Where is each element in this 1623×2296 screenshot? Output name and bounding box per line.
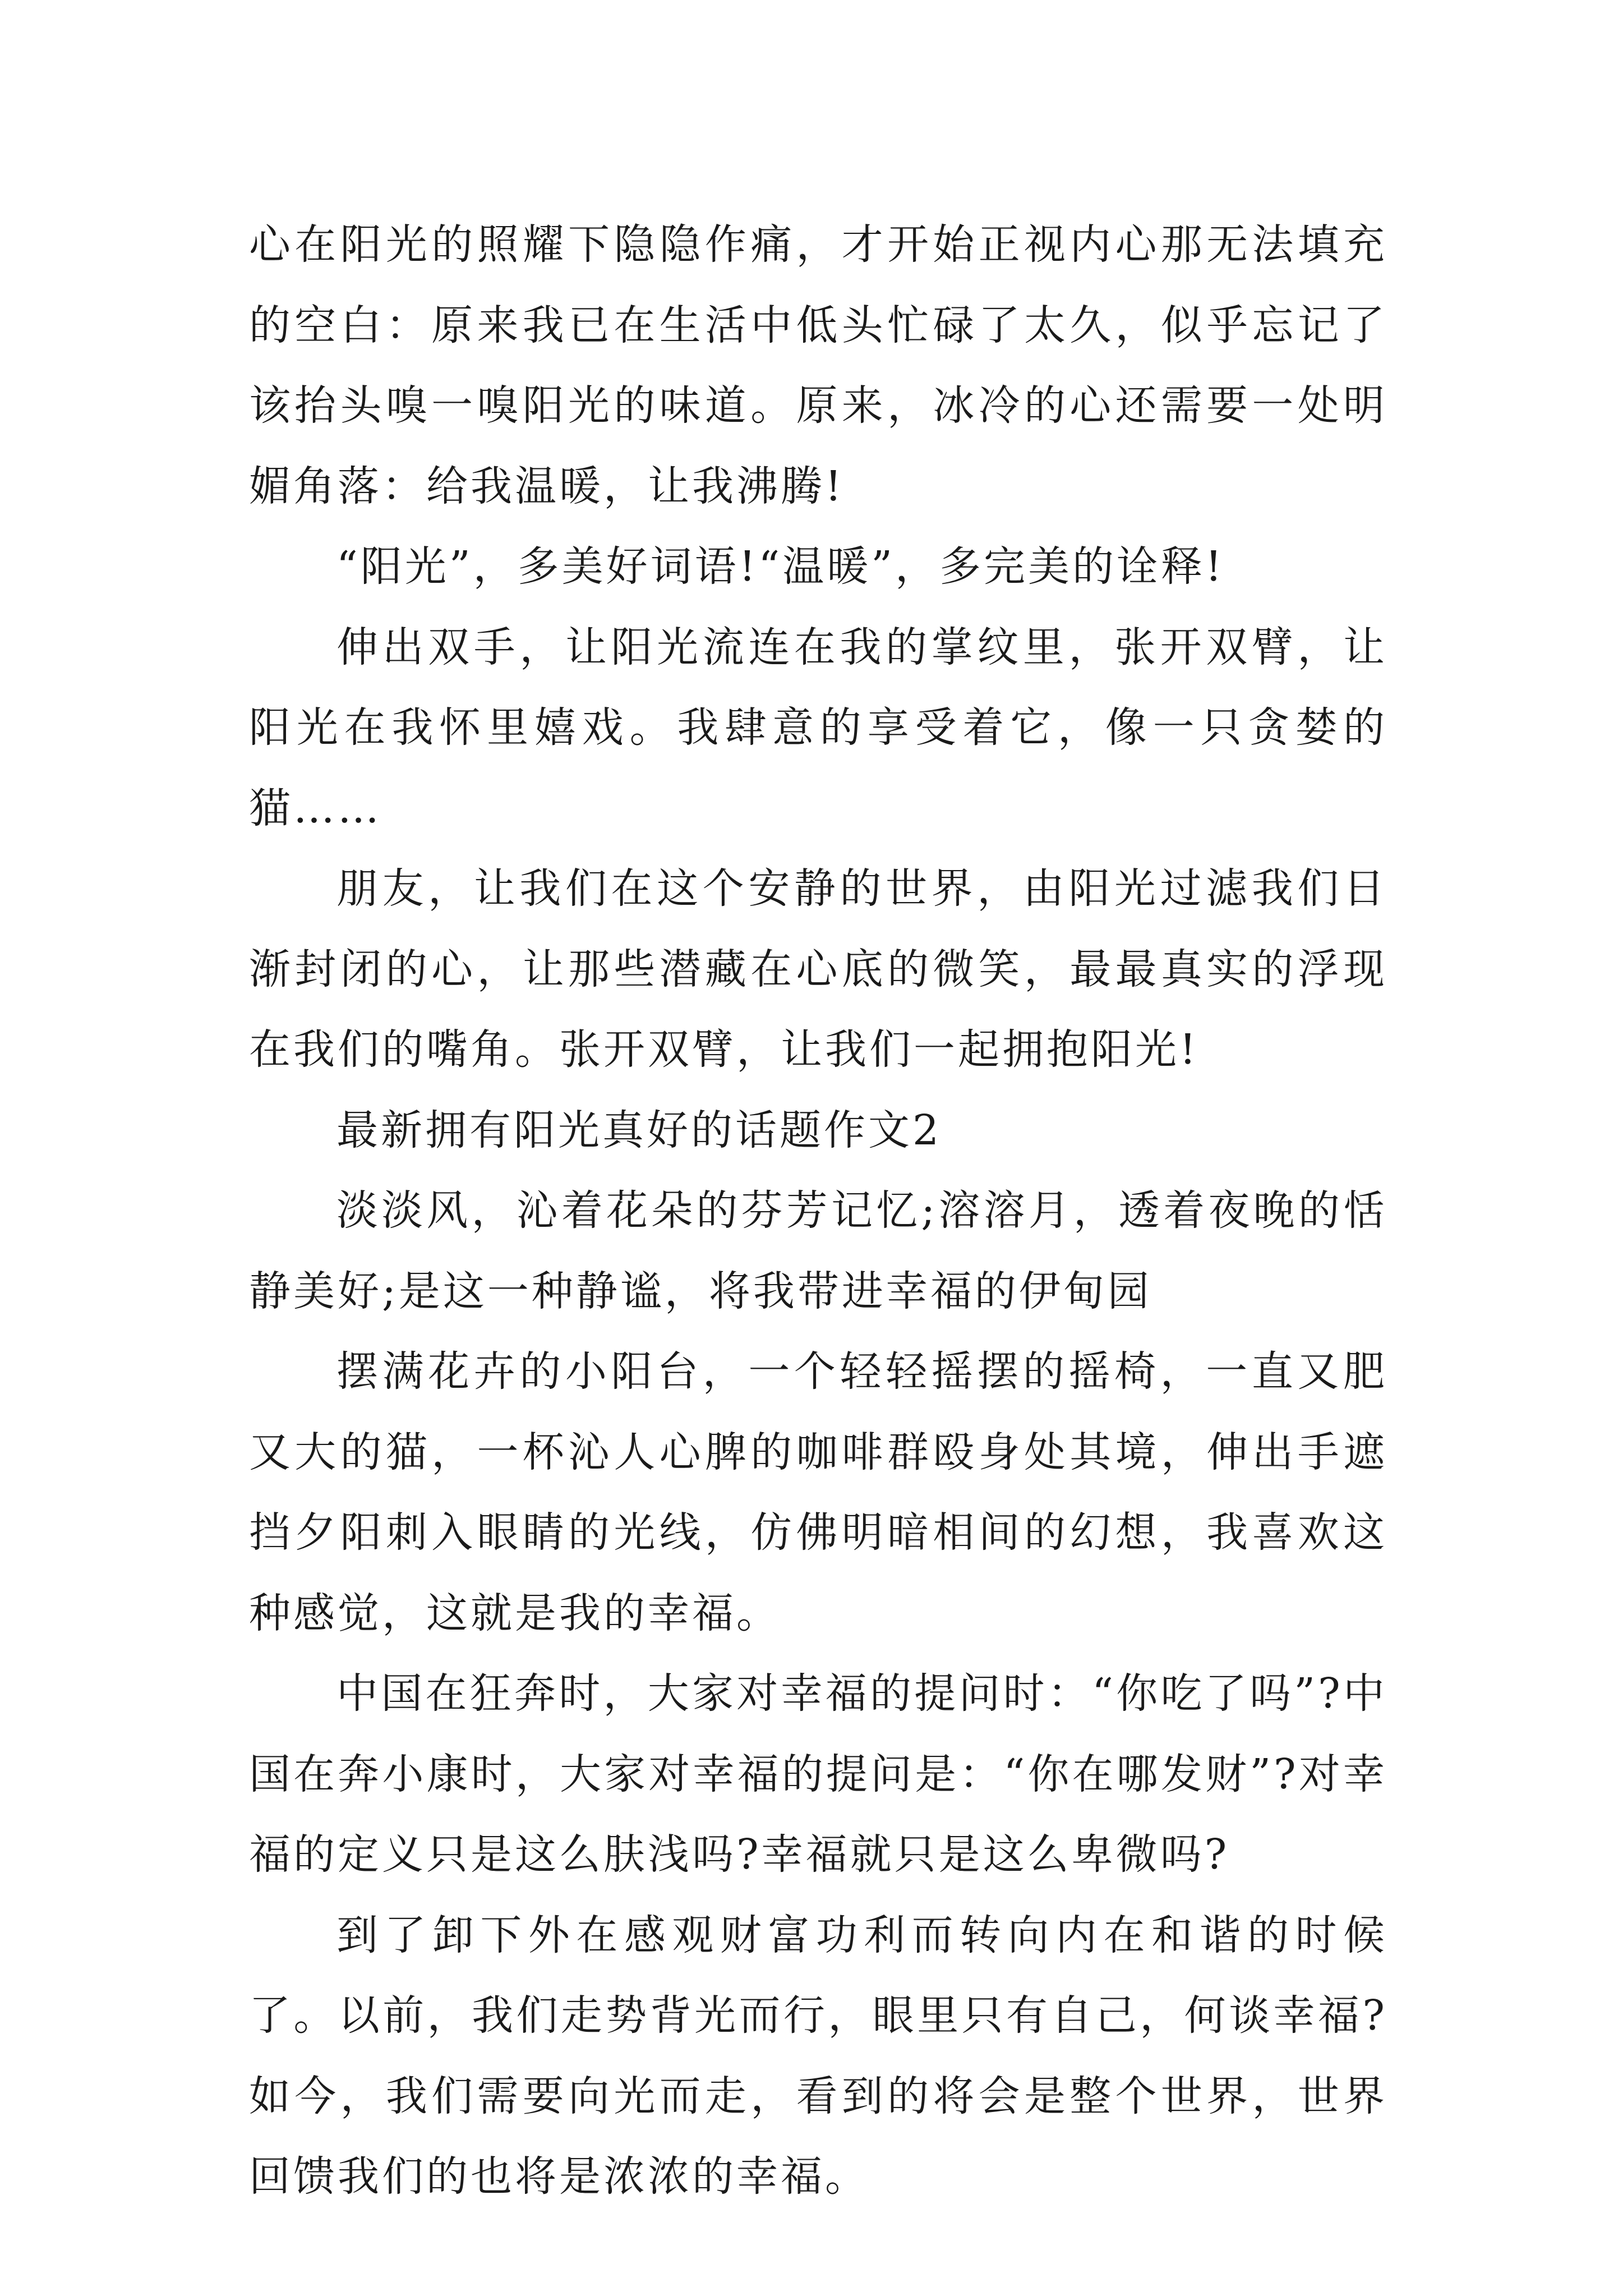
document-body <box>249 205 1387 2217</box>
paragraph: 中国在狂奔时，大家对幸福的提问时：“你吃了吗”?中国在奔小康时，大家对幸福的提问是：“你在哪发财”?对幸福的定义只是这么肤浅吗?幸福就只是这么卑微吗? <box>249 1669 1387 1879</box>
paragraph: 摆满花卉的小阳台，一个轻轻摇摆的摇椅，一直又肥又大的猫，一杯沁人心脾的咖啡群殴身处其境，伸出手遮挡夕阳刺入眼睛的光线，仿佛明暗相间的幻想，我喜欢这种感觉，这就是我的幸福。 <box>249 1347 1387 1637</box>
section-heading: 最新拥有阳光真好的话题作文2 <box>336 1106 942 1154</box>
paragraph: “阳光”，多美好词语!“温暖”，多完美的诠释! <box>336 542 1225 591</box>
paragraph: 到了卸下外在感观财富功利而转向内在和谐的时候了。以前，我们走势背光而行，眼里只有自己，何谈幸福?如今，我们需要向光而走，看到的将会是整个世界，世界回馈我们的也将是浓浓的幸福。 <box>249 1911 1387 2201</box>
paragraph: 淡淡风，沁着花朵的芬芳记忆;溶溶月，透着夜晚的恬静美好;是这一种静谧，将我带进幸福的伊甸园 <box>249 1186 1387 1315</box>
paragraph: 心在阳光的照耀下隐隐作痛，才开始正视内心那无法填充的空白：原来我已在生活中低头忙碌了太久，似乎忘记了该抬头嗅一嗅阳光的味道。原来，冰冷的心还需要一处明媚角落：给我温暖，让我沸腾! <box>249 220 1387 510</box>
paragraph: 朋友，让我们在这个安静的世界，由阳光过滤我们日渐封闭的心，让那些潜藏在心底的微笑，最最真实的浮现在我们的嘴角。张开双臂，让我们一起拥抱阳光! <box>249 864 1387 1074</box>
paragraph: 伸出双手，让阳光流连在我的掌纹里，张开双臂，让阳光在我怀里嬉戏。我肆意的享受着它，像一只贪婪的猫…… <box>249 623 1387 832</box>
